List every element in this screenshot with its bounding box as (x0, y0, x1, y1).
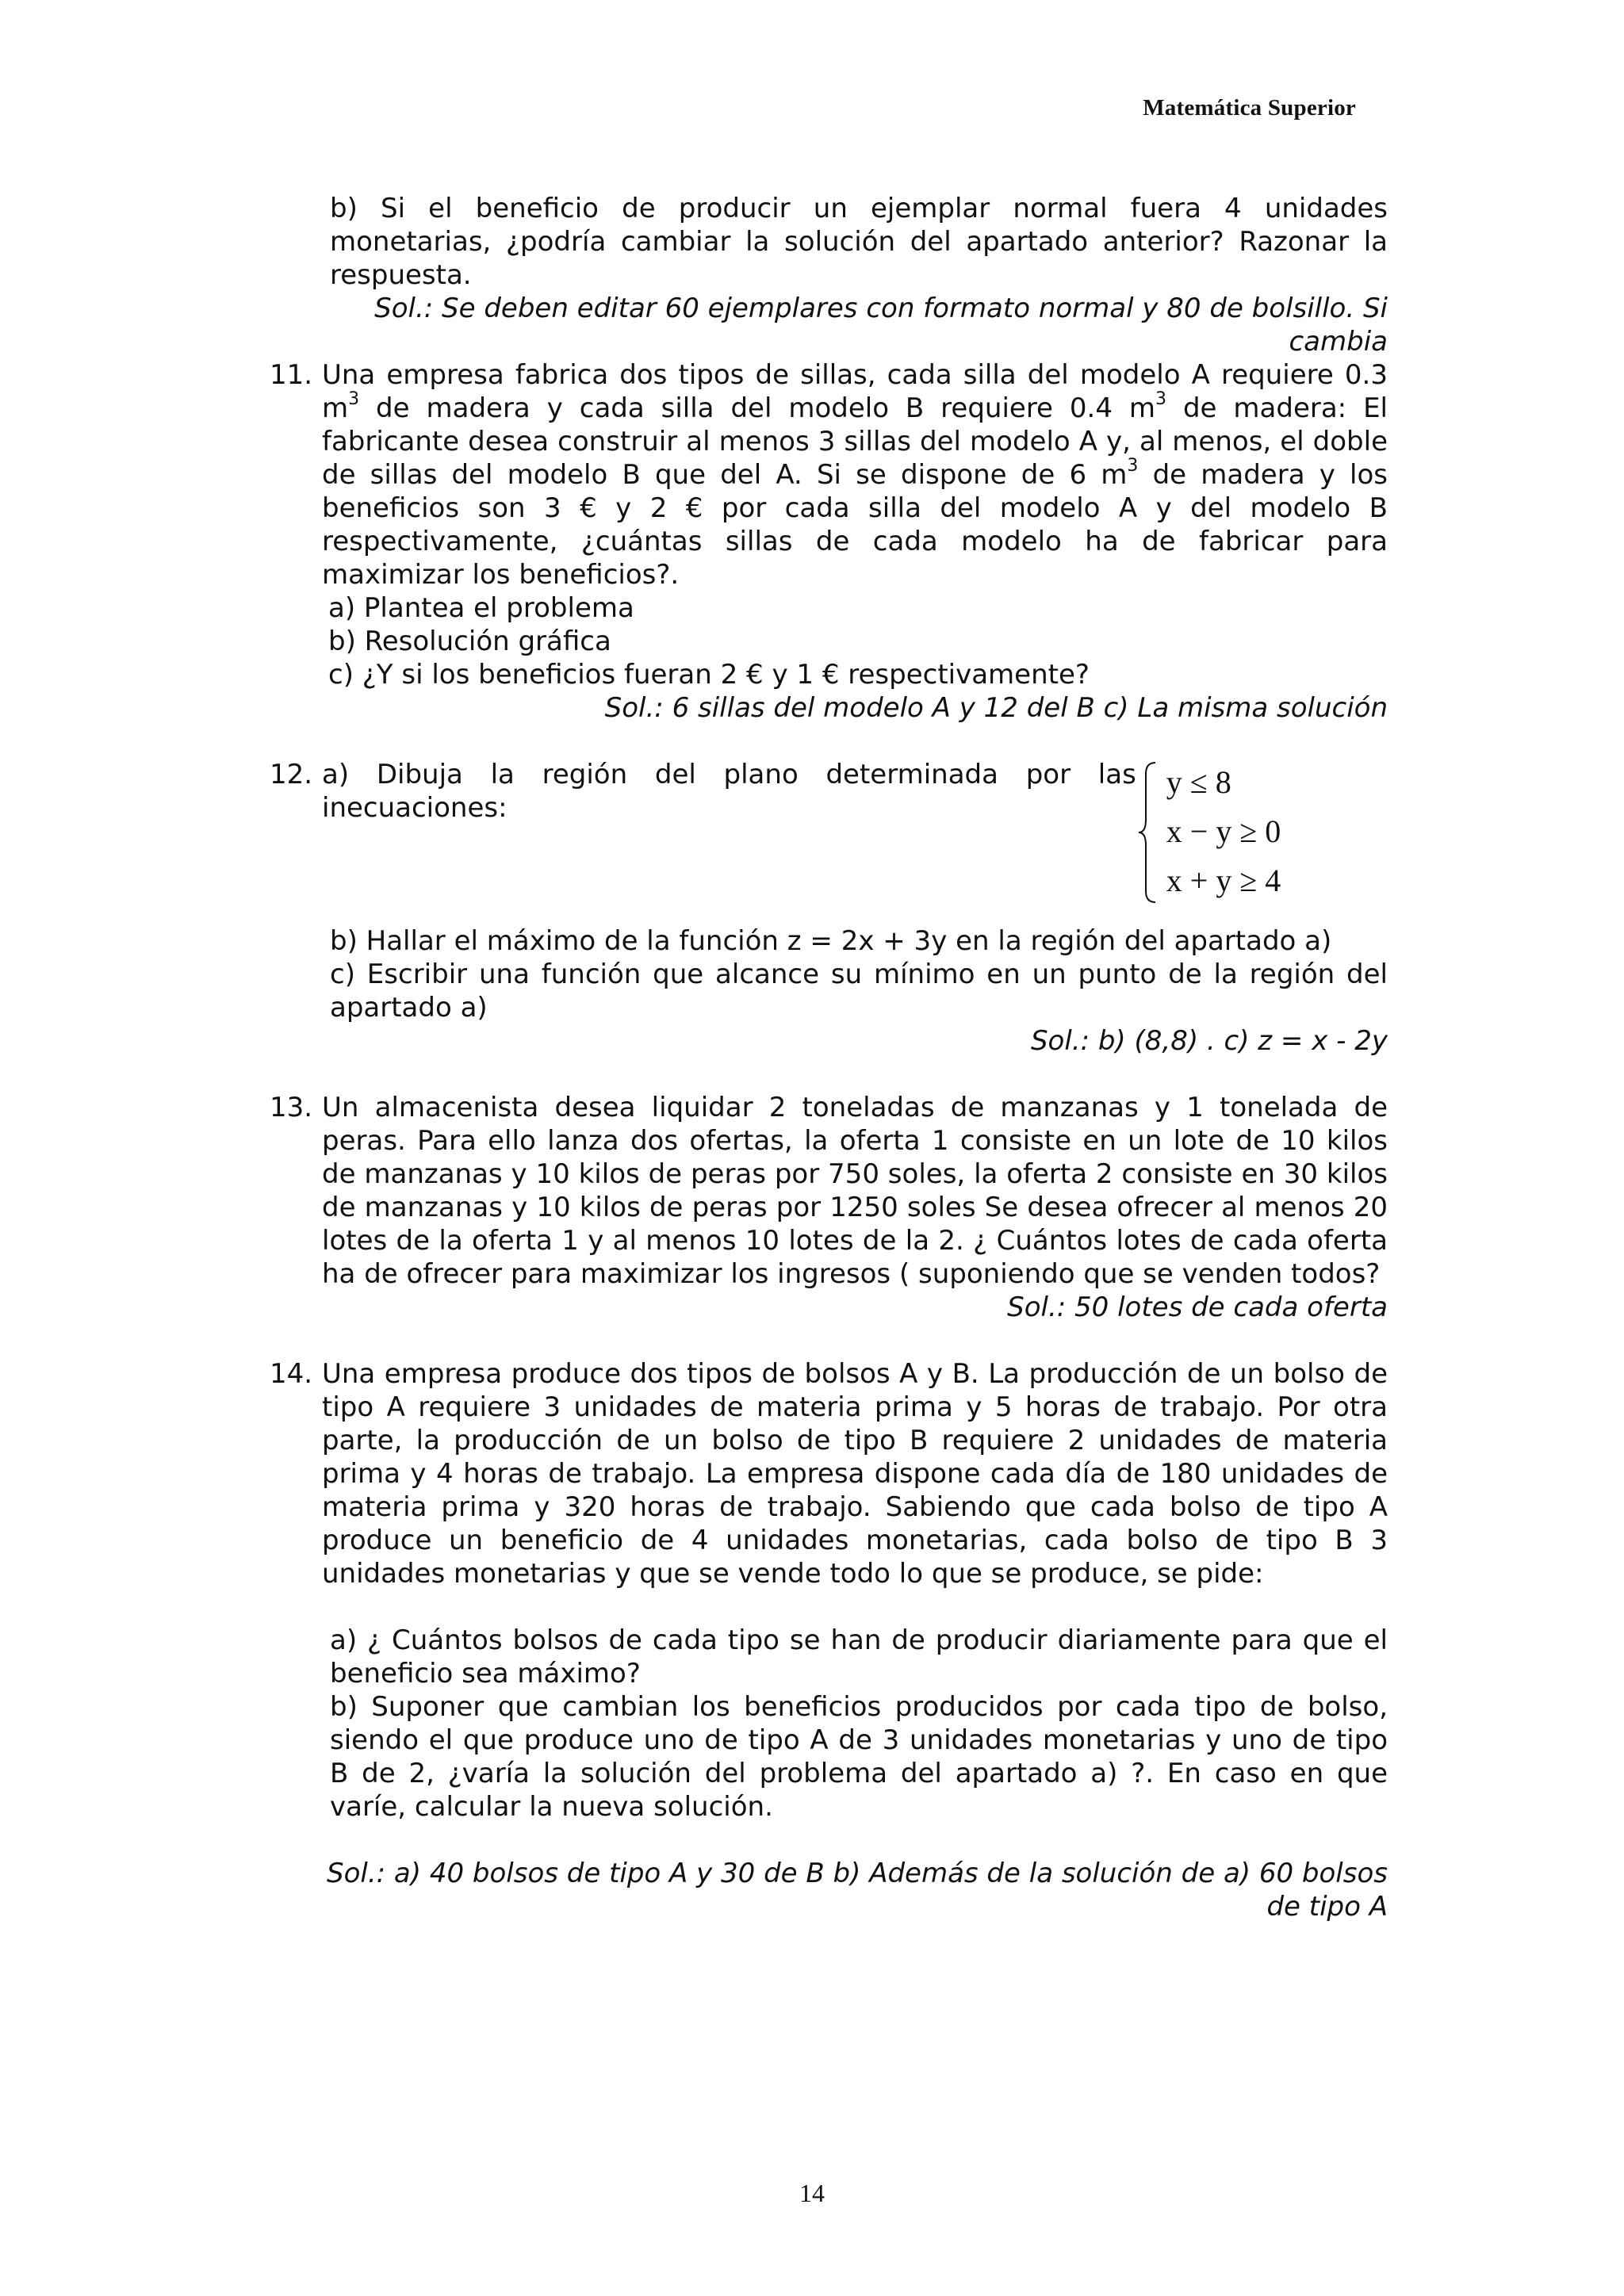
problem-number: 13. (270, 1092, 313, 1123)
problem-statement: a) Dibuja la región del plano determinada por las inecuaciones: (322, 759, 1136, 824)
problem-number: 14. (270, 1358, 313, 1390)
superscript: 3 (348, 388, 360, 409)
statement-part: Una empresa fabrica dos tipos de sillas, cada silla del modelo A requiere 0.3 m (322, 359, 1388, 424)
superscript: 3 (1127, 455, 1139, 476)
problem-solution: Sol.: 6 sillas del modelo A y 12 del B c) La misma solución (604, 692, 1388, 724)
item-b: b) Hallar el máximo de la función z = 2x + 3y en la región del apartado a) (330, 925, 1332, 957)
problem-solution: Sol.: 50 lotes de cada oferta (1007, 1292, 1388, 1323)
spacer (322, 1590, 1388, 1624)
statement-with-system (322, 758, 1388, 924)
problem-12 (270, 758, 1388, 1058)
item-a: a) ¿ Cuántos bolsos de cada tipo se han de producir diariamente para que el beneficio sea máximo? (330, 1624, 1388, 1689)
inequality-system (1136, 755, 1308, 905)
problem-statement: Una empresa produce dos tipos de bolsos A y B. La producción de un bolso de tipo A requiere 3 unidades de materia prima y 5 horas de trabajo. Por otra parte, la producción de un bolso de tipo B requiere 2 unidades de materia prima y 4 horas de trabajo. La empresa dispone cada día de 180 unidades de materia prima y 320 horas de trabajo. Sabiendo que cada bolso de tipo A produce un beneficio de 4 unidades monetarias, cada bolso de tipo B 3 unidades monetarias y que se vende todo lo que se produce, se pide: (322, 1358, 1388, 1590)
problem-number: 12. (270, 759, 313, 790)
problem-solution: Sol.: b) (8,8) . c) z = x - 2y (1030, 1025, 1388, 1057)
previous-problem-solution: Sol.: Se deben editar 60 ejemplares con formato normal y 80 de bolsillo. Si cambia (374, 293, 1388, 358)
page-content (270, 192, 1388, 1923)
statement-part: de madera y los beneficios son 3 € y 2 € por cada silla del modelo A y del modelo B respectivamente, ¿cuántas sillas de cada modelo ha de fabricar para maximizar los beneficios?. (322, 459, 1388, 591)
problem-solution: Sol.: a) 40 bolsos de tipo A y 30 de B b) Además de la solución de a) 60 bolsos de tipo A (327, 1858, 1388, 1923)
problem-statement: Un almacenista desea liquidar 2 toneladas de manzanas y 1 tonelada de peras. Para ello lanza dos ofertas, la oferta 1 consiste en un lote de 10 kilos de manzanas y 10 kilos de peras por 750 soles, la oferta 2 consiste en 30 kilos de manzanas y 10 kilos de peras por 1250 soles Se desea ofrecer al menos 20 lotes de la oferta 1 y al menos 10 lotes de la 2. ¿ Cuántos lotes de cada oferta ha de ofrecer para maximizar los ingresos ( suponiendo que se venden todos? (322, 1092, 1388, 1290)
brace-icon (1136, 761, 1160, 904)
problem-statement (322, 358, 1388, 591)
item-c: c) Escribir una función que alcance su mínimo en un punto de la región del apartado a) (330, 959, 1388, 1024)
problem-14 (270, 1357, 1388, 1923)
statement-part: de madera y cada silla del modelo B requiere 0.4 m (359, 392, 1156, 424)
inequality-3: x + y ≥ 4 (1166, 863, 1281, 898)
item-a: a) Plantea el problema (328, 592, 634, 624)
superscript: 3 (1155, 388, 1167, 409)
item-c: c) ¿Y si los beneficios fueran 2 € y 1 € respectivamente? (328, 659, 1090, 691)
statement-part: de madera: El fabricante desea construir al menos 3 sillas del modelo A y, al menos, el doble de sillas del modelo B que del A. Si se dispone de 6 m (322, 392, 1388, 491)
item-b: b) Suponer que cambian los beneficios producidos por cada tipo de bolso, siendo el que produce uno de tipo A de 3 unidades monetarias y uno de tipo B de 2, ¿varía la solución del problema del apartado a) ?. En caso en que varíe, calcular la nueva solución. (330, 1691, 1388, 1823)
inequality-2: x − y ≥ 0 (1166, 813, 1281, 849)
problem-11 (270, 358, 1388, 725)
problem-13 (270, 1091, 1388, 1324)
previous-problem-part-b: b) Si el beneficio de producir un ejemplar normal fuera 4 unidades monetarias, ¿podría cambiar la solución del apartado anterior? Razonar la respuesta. (330, 193, 1388, 291)
problem-number: 11. (270, 359, 313, 391)
spacer (322, 1823, 1388, 1857)
item-b: b) Resolución gráfica (328, 626, 611, 657)
page-number: 14 (799, 2179, 825, 2207)
inequality-1: y ≤ 8 (1166, 764, 1231, 800)
system-inequalities (1166, 758, 1281, 905)
running-header: Matemática Superior (1143, 95, 1356, 121)
